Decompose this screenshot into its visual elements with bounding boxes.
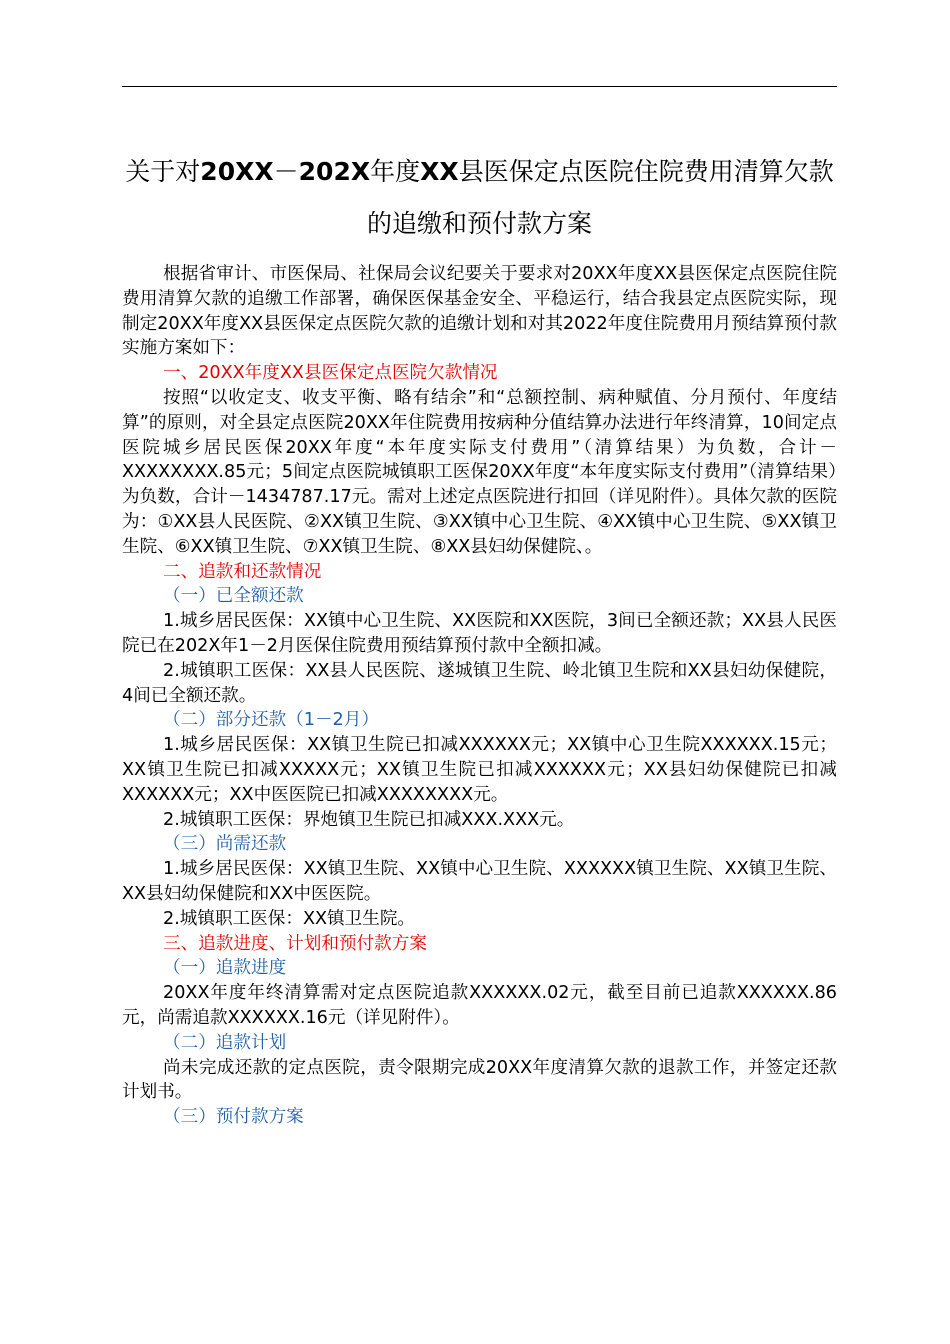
subsection-heading: （三）尚需还款 [163,834,287,855]
title-text: 关于对 [125,157,201,186]
title-text: 年度 [370,157,421,186]
body-paragraph: 1.城乡居民医保：XX镇中心卫生院、XX医院和XX医院，3间已全额还款；XX县人民医院已在202X年1－2月医保住院费用预结算预付款中全额扣减。 [122,611,837,656]
title-year-end: 202X [298,157,371,186]
document-body [122,262,837,1130]
body-paragraph: 2.城镇职工医保：XX镇卫生院。 [163,908,416,929]
body-paragraph: 尚未完成还款的定点医院，责令限期完成20XX年度清算欠款的退款工作，并签定还款计划书。 [122,1057,837,1103]
subsection-heading: （一）追款进度 [163,958,287,979]
body-paragraph: 2.城镇职工医保：界炮镇卫生院已扣减XXX.XXX元。 [163,809,575,830]
title-county: XX [420,157,459,186]
section-heading-1: 一、20XX年度XX县医保定点医院欠款情况 [163,363,498,384]
body-paragraph: 20XX年度年终清算需对定点医院追款XXXXXX.02元，截至目前已追款XXXXXX.86元，尚需追款XXXXXX.16元（详见附件）。 [122,983,837,1028]
body-paragraph: 1.城乡居民医保：XX镇卫生院已扣减XXXXXX元；XX镇中心卫生院XXXXXX.15元；XX镇卫生院已扣减XXXXX元；XX镇卫生院已扣减XXXXXX元；XX县妇幼保健院已扣减XXXXXX元；XX中医医院已扣减XXXXXXXX元。 [122,735,837,805]
header-rule [122,86,837,87]
body-paragraph: 按照“以收定支、收支平衡、略有结余”和“总额控制、病种赋值、分月预付、年度结算”的原则，对全县定点医院20XX年住院费用按病种分值结算办法进行年终清算，10间定点医院城乡居民医保20XX年度“本年度实际支付费用”（清算结果）为负数，合计－XXXXXXXX.85元；5间定点医院城镇职工医保20XX年度“本年度实际支付费用”（清算结果）为负数，合计－1434787.17元。需对上述定点医院进行扣回（详见附件）。具体欠款的医院为：①XX县人民医院、②XX镇卫生院、③XX镇中心卫生院、④XX镇中心卫生院、⑤XX镇卫生院、⑥XX镇卫生院、⑦XX镇卫生院、⑧XX县妇幼保健院、。 [122,387,837,557]
title-year-start: 20XX [200,157,274,186]
section-heading-3: 三、追款进度、计划和预付款方案 [163,933,427,954]
section-heading-2: 二、追款和还款情况 [163,561,322,582]
subsection-heading: （二）追款计划 [163,1032,287,1053]
intro-paragraph: 根据省审计、市医保局、社保局会议纪要关于要求对20XX年度XX县医保定点医院住院费用清算欠款的追缴工作部署，确保医保基金安全、平稳运行，结合我县定点医院实际，现制定20XX年度XX县医保定点医院欠款的追缴计划和对其2022年度住院费用月预结算预付款实施方案如下： [122,264,837,359]
subsection-heading: （一）已全额还款 [163,586,304,607]
body-paragraph: 1.城乡居民医保：XX镇卫生院、XX镇中心卫生院、XXXXXX镇卫生院、XX镇卫生院、XX县妇幼保健院和XX中医医院。 [122,859,837,904]
subsection-heading: （二）部分还款（1－2月） [163,710,379,731]
body-paragraph: 2.城镇职工医保：XX县人民医院、遂城镇卫生院、岭北镇卫生院和XX县妇幼保健院，4间已全额还款。 [122,660,837,706]
title-text: 县医保定点医院住院费用清算欠款的追缴和预付款方案 [366,157,834,238]
subsection-heading: （三）预付款方案 [163,1107,304,1128]
title-dash: － [273,157,299,186]
document-title [122,146,837,250]
